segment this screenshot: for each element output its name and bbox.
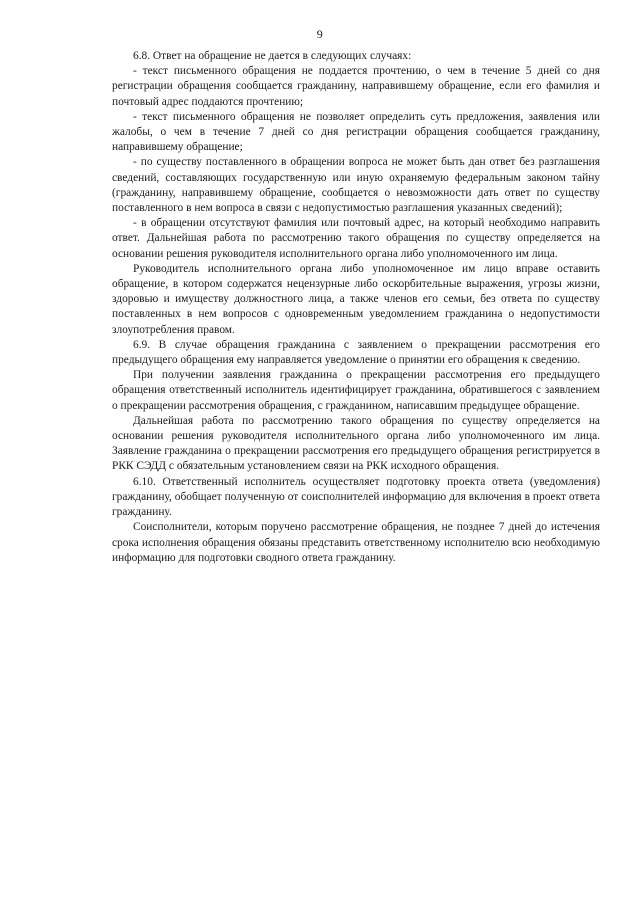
- paragraph-identification: При получении заявления гражданина о прекращении рассмотрения его предыдущего обращения ответственный исполнитель идентифицирует гражданина, обратившегося с заявлением о прекращении рассмотрения обращения, с гражданином, написавшим предыдущее обращение.: [112, 369, 600, 412]
- paragraph-further-work: Дальнейшая работа по рассмотрению такого обращения по существу определяется на основании решения руководителя исполнительного органа либо уполномоченного им лица. Заявление гражданина о прекращении рассмотрения его предыдущего обращения регистрируется в РКК СЭДД с обязательным установлением связи на РКК исходного обращения.: [112, 414, 600, 473]
- section-6-10: 6.10. Ответственный исполнитель осуществляет подготовку проекта ответа (уведомления) гражданину, обобщает полученную от соисполнителей информацию для включения в проект ответа гражданину.: [112, 475, 600, 519]
- list-item-unreadable: - текст письменного обращения не поддается прочтению, о чем в течение 5 дней со дня регистрации обращения сообщается гражданину, направившему обращение, если его фамилия и почтовый адрес поддаются прочтению;: [112, 65, 600, 108]
- document-body: [112, 49, 600, 566]
- section-6-9: 6.9. В случае обращения гражданина с заявлением о прекращении рассмотрения его предыдущего обращения ему направляется уведомление о принятии его обращения к сведению.: [112, 338, 600, 367]
- paragraph-offensive-content: Руководитель исполнительного органа либо уполномоченное им лицо вправе оставить обращение, в котором содержатся нецензурные либо оскорбительные выражения, угрозы жизни, здоровью и имуществу должностного лица, а также членов его семьи, без ответа по существу поставленных в нем вопросов с одновременным уведомлением гражданина о недопустимости злоупотребления правом.: [112, 262, 600, 336]
- paragraph-co-executors: Соисполнители, которым поручено рассмотрение обращения, не позднее 7 дней до истечения срока исполнения обращения обязаны представить ответственному исполнителю всю необходимую информацию для подготовки сводного ответа гражданину.: [112, 521, 600, 564]
- list-item-no-address: - в обращении отсутствуют фамилия или почтовый адрес, на который необходимо направить ответ. Дальнейшая работа по рассмотрению такого обращения по существу определяется на основании решения руководителя исполнительного органа либо уполномоченного им лица.: [112, 217, 600, 260]
- list-item-state-secret: - по существу поставленного в обращении вопроса не может быть дан ответ без разглашения сведений, составляющих государственную или иную охраняемую федеральным законом тайну (гражданину, направившему обращение, сообщается о невозможности дать ответ по существу поставленного в нем вопроса в связи с недопустимостью разглашения указанных сведений);: [112, 156, 600, 215]
- section-6-8-heading: 6.8. Ответ на обращение не дается в следующих случаях:: [133, 50, 412, 62]
- list-item-undefined-essence: - текст письменного обращения не позволяет определить суть предложения, заявления или жалобы, о чем в течение 7 дней со дня регистрации обращения сообщается гражданину, направившему обращение;: [112, 110, 600, 154]
- page-number: 9: [316, 27, 324, 41]
